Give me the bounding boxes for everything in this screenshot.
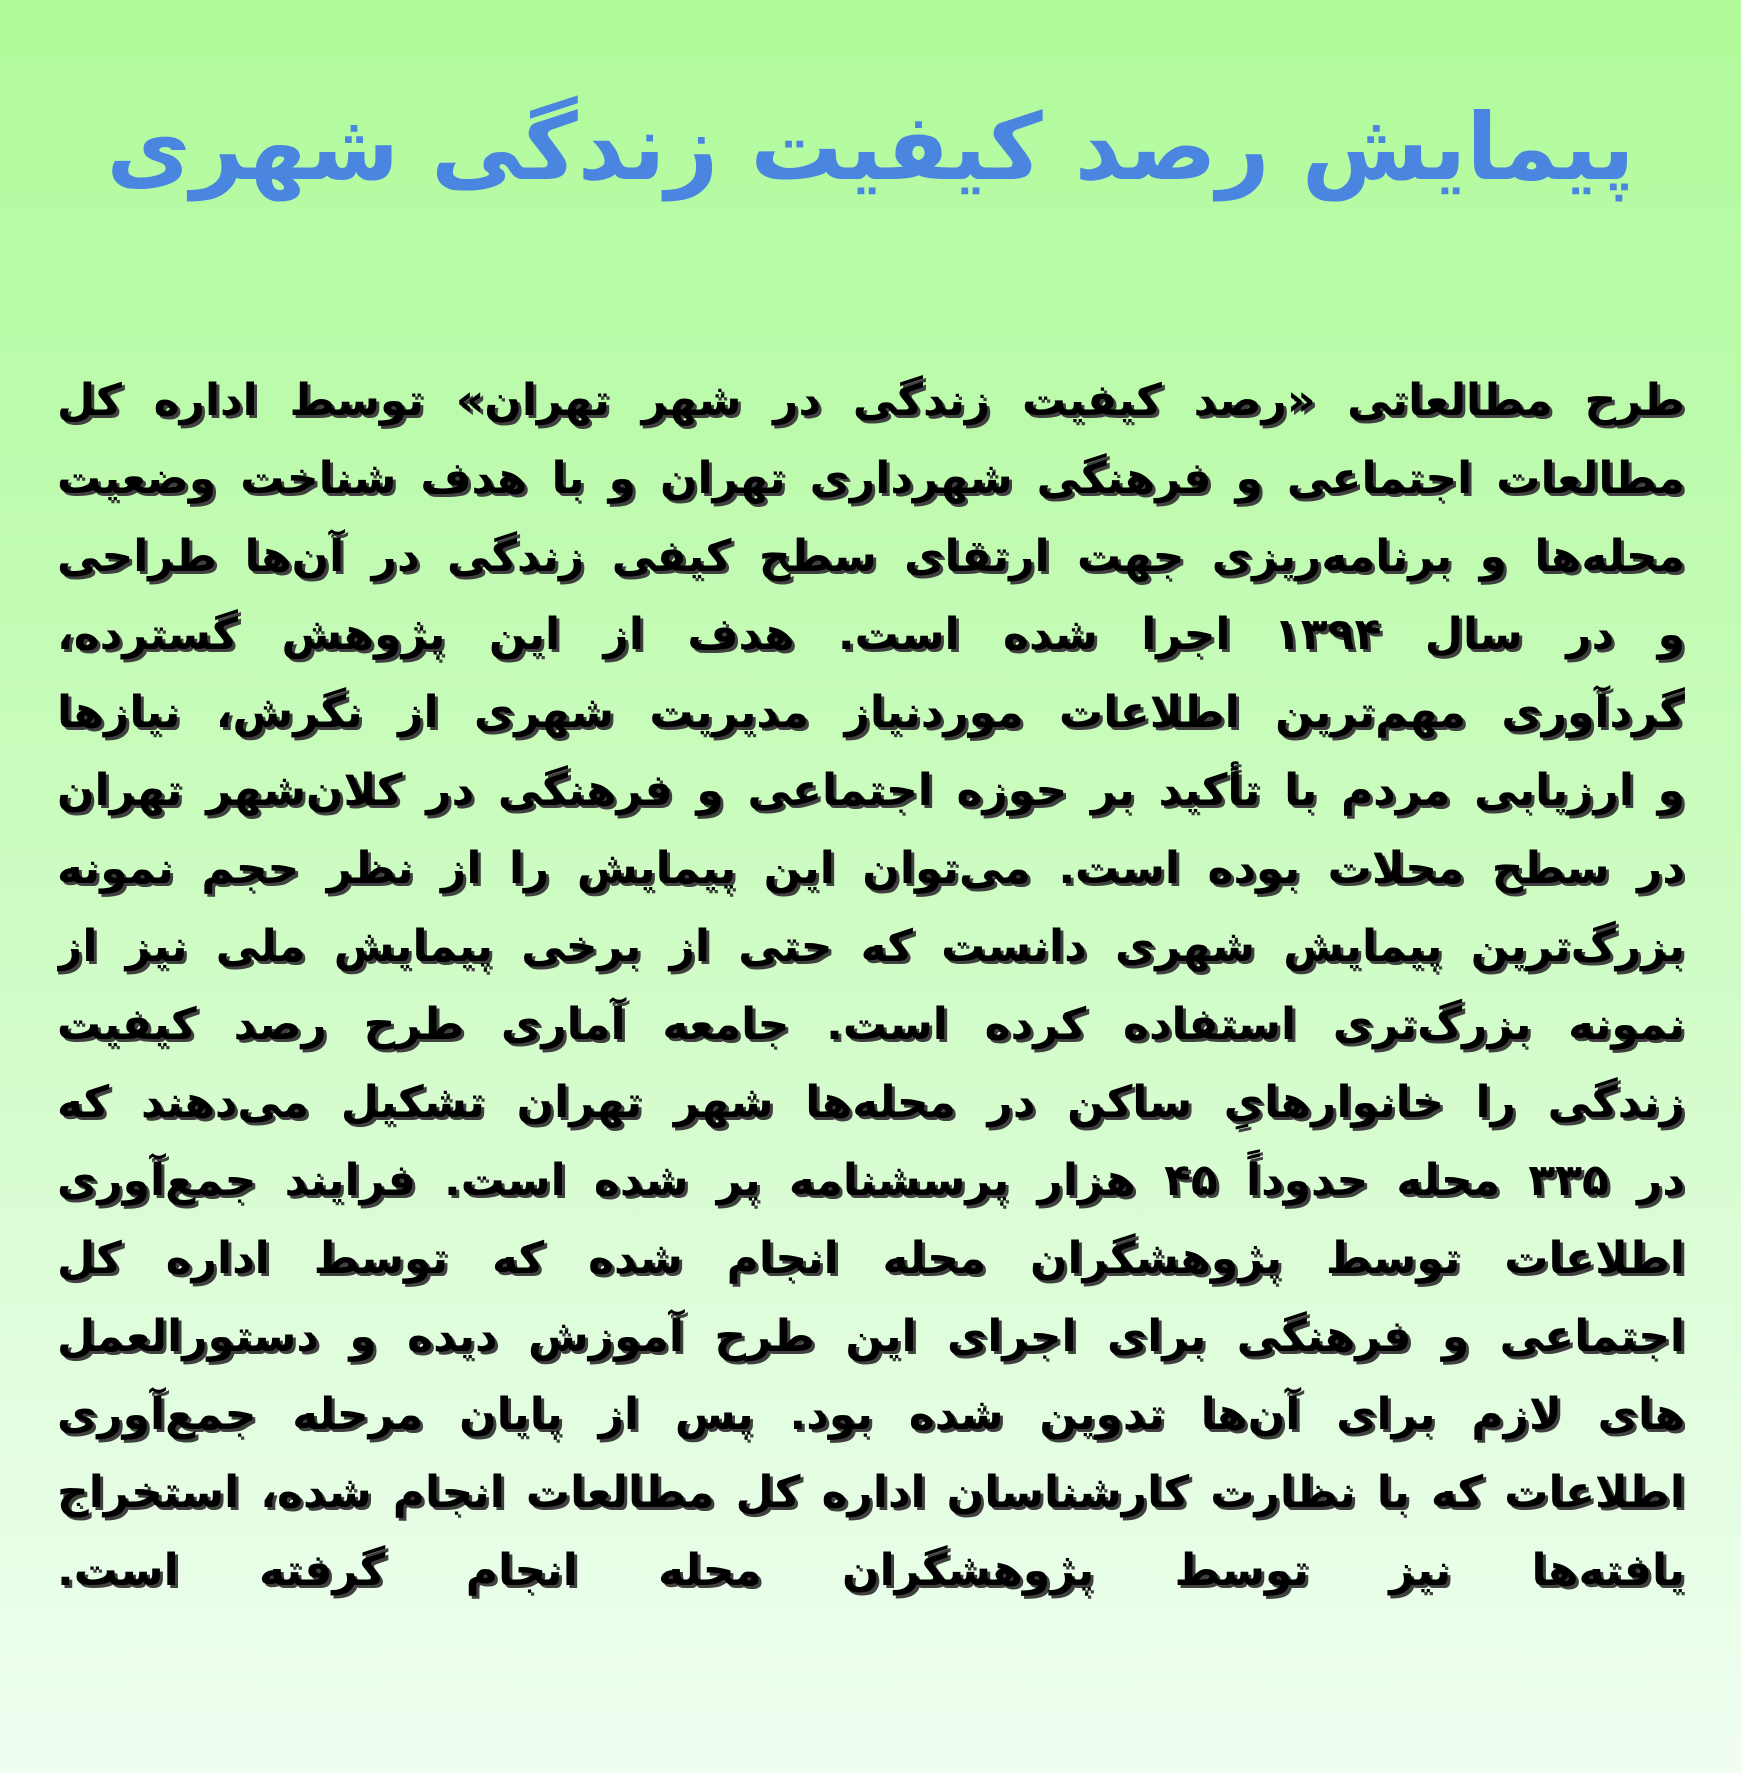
paragraph-line: اطلاعات که با نظارت کارشناسان اداره کل مطالعات انجام شده، استخراج: [57, 1467, 1685, 1518]
paragraph-line: مطالعات اجتماعی و فرهنگی شهرداری تهران و با هدف شناخت وضعیت: [57, 453, 1685, 504]
paragraph-line: محله‌ها و برنامه‌ریزی جهت ارتقای سطح کیفی زندگی در آن‌ها طراحی: [57, 531, 1685, 582]
paragraph-line: زندگی را خانوارهایِ ساکن در محله‌ها شهر تهران تشکیل می‌دهند که: [57, 1077, 1685, 1128]
document-title: پیمایش رصد کیفیت زندگی شهری: [106, 94, 1635, 201]
body-paragraph: [57, 362, 1685, 1610]
paragraph-line: در ۳۳۵ محله حدوداً ۴۵ هزار پرسشنامه پر شده است. فرایند جمع‌آوری: [57, 1155, 1685, 1206]
paragraph-line-last: یافته‌ها نیز توسط پژوهشگران محله انجام گرفته است.: [57, 1545, 1685, 1596]
paragraph-line: های لازم برای آن‌ها تدوین شده بود. پس از پایان مرحله جمع‌آوری: [57, 1389, 1685, 1440]
paragraph-line: گردآوری مهم‌ترین اطلاعات موردنیاز مدیریت شهری از نگرش، نیازها: [57, 687, 1685, 738]
paragraph-line: نمونه بزرگ‌تری استفاده کرده است. جامعه آماری طرح رصد کیفیت: [57, 999, 1685, 1050]
paragraph-line: اجتماعی و فرهنگی برای اجرای این طرح آموزش دیده و دستورالعمل: [57, 1311, 1685, 1362]
paragraph-line: و در سال ۱۳۹۴ اجرا شده است. هدف از این پژوهش گسترده،: [57, 609, 1685, 660]
paragraph-line: طرح مطالعاتی «رصد کیفیت زندگی در شهر تهران» توسط اداره کل: [57, 375, 1685, 426]
paragraph-line: در سطح محلات بوده است. می‌توان این پیمایش را از نظر حجم نمونه: [57, 843, 1685, 894]
paragraph-line: اطلاعات توسط پژوهشگران محله انجام شده که توسط اداره کل: [57, 1233, 1685, 1284]
paragraph-line: بزرگ‌ترین پیمایش شهری دانست که حتی از برخی پیمایش ملی نیز از: [57, 921, 1685, 972]
paragraph-line: و ارزیابی مردم با تأکید بر حوزه اجتماعی و فرهنگی در کلان‌شهر تهران: [57, 765, 1685, 816]
